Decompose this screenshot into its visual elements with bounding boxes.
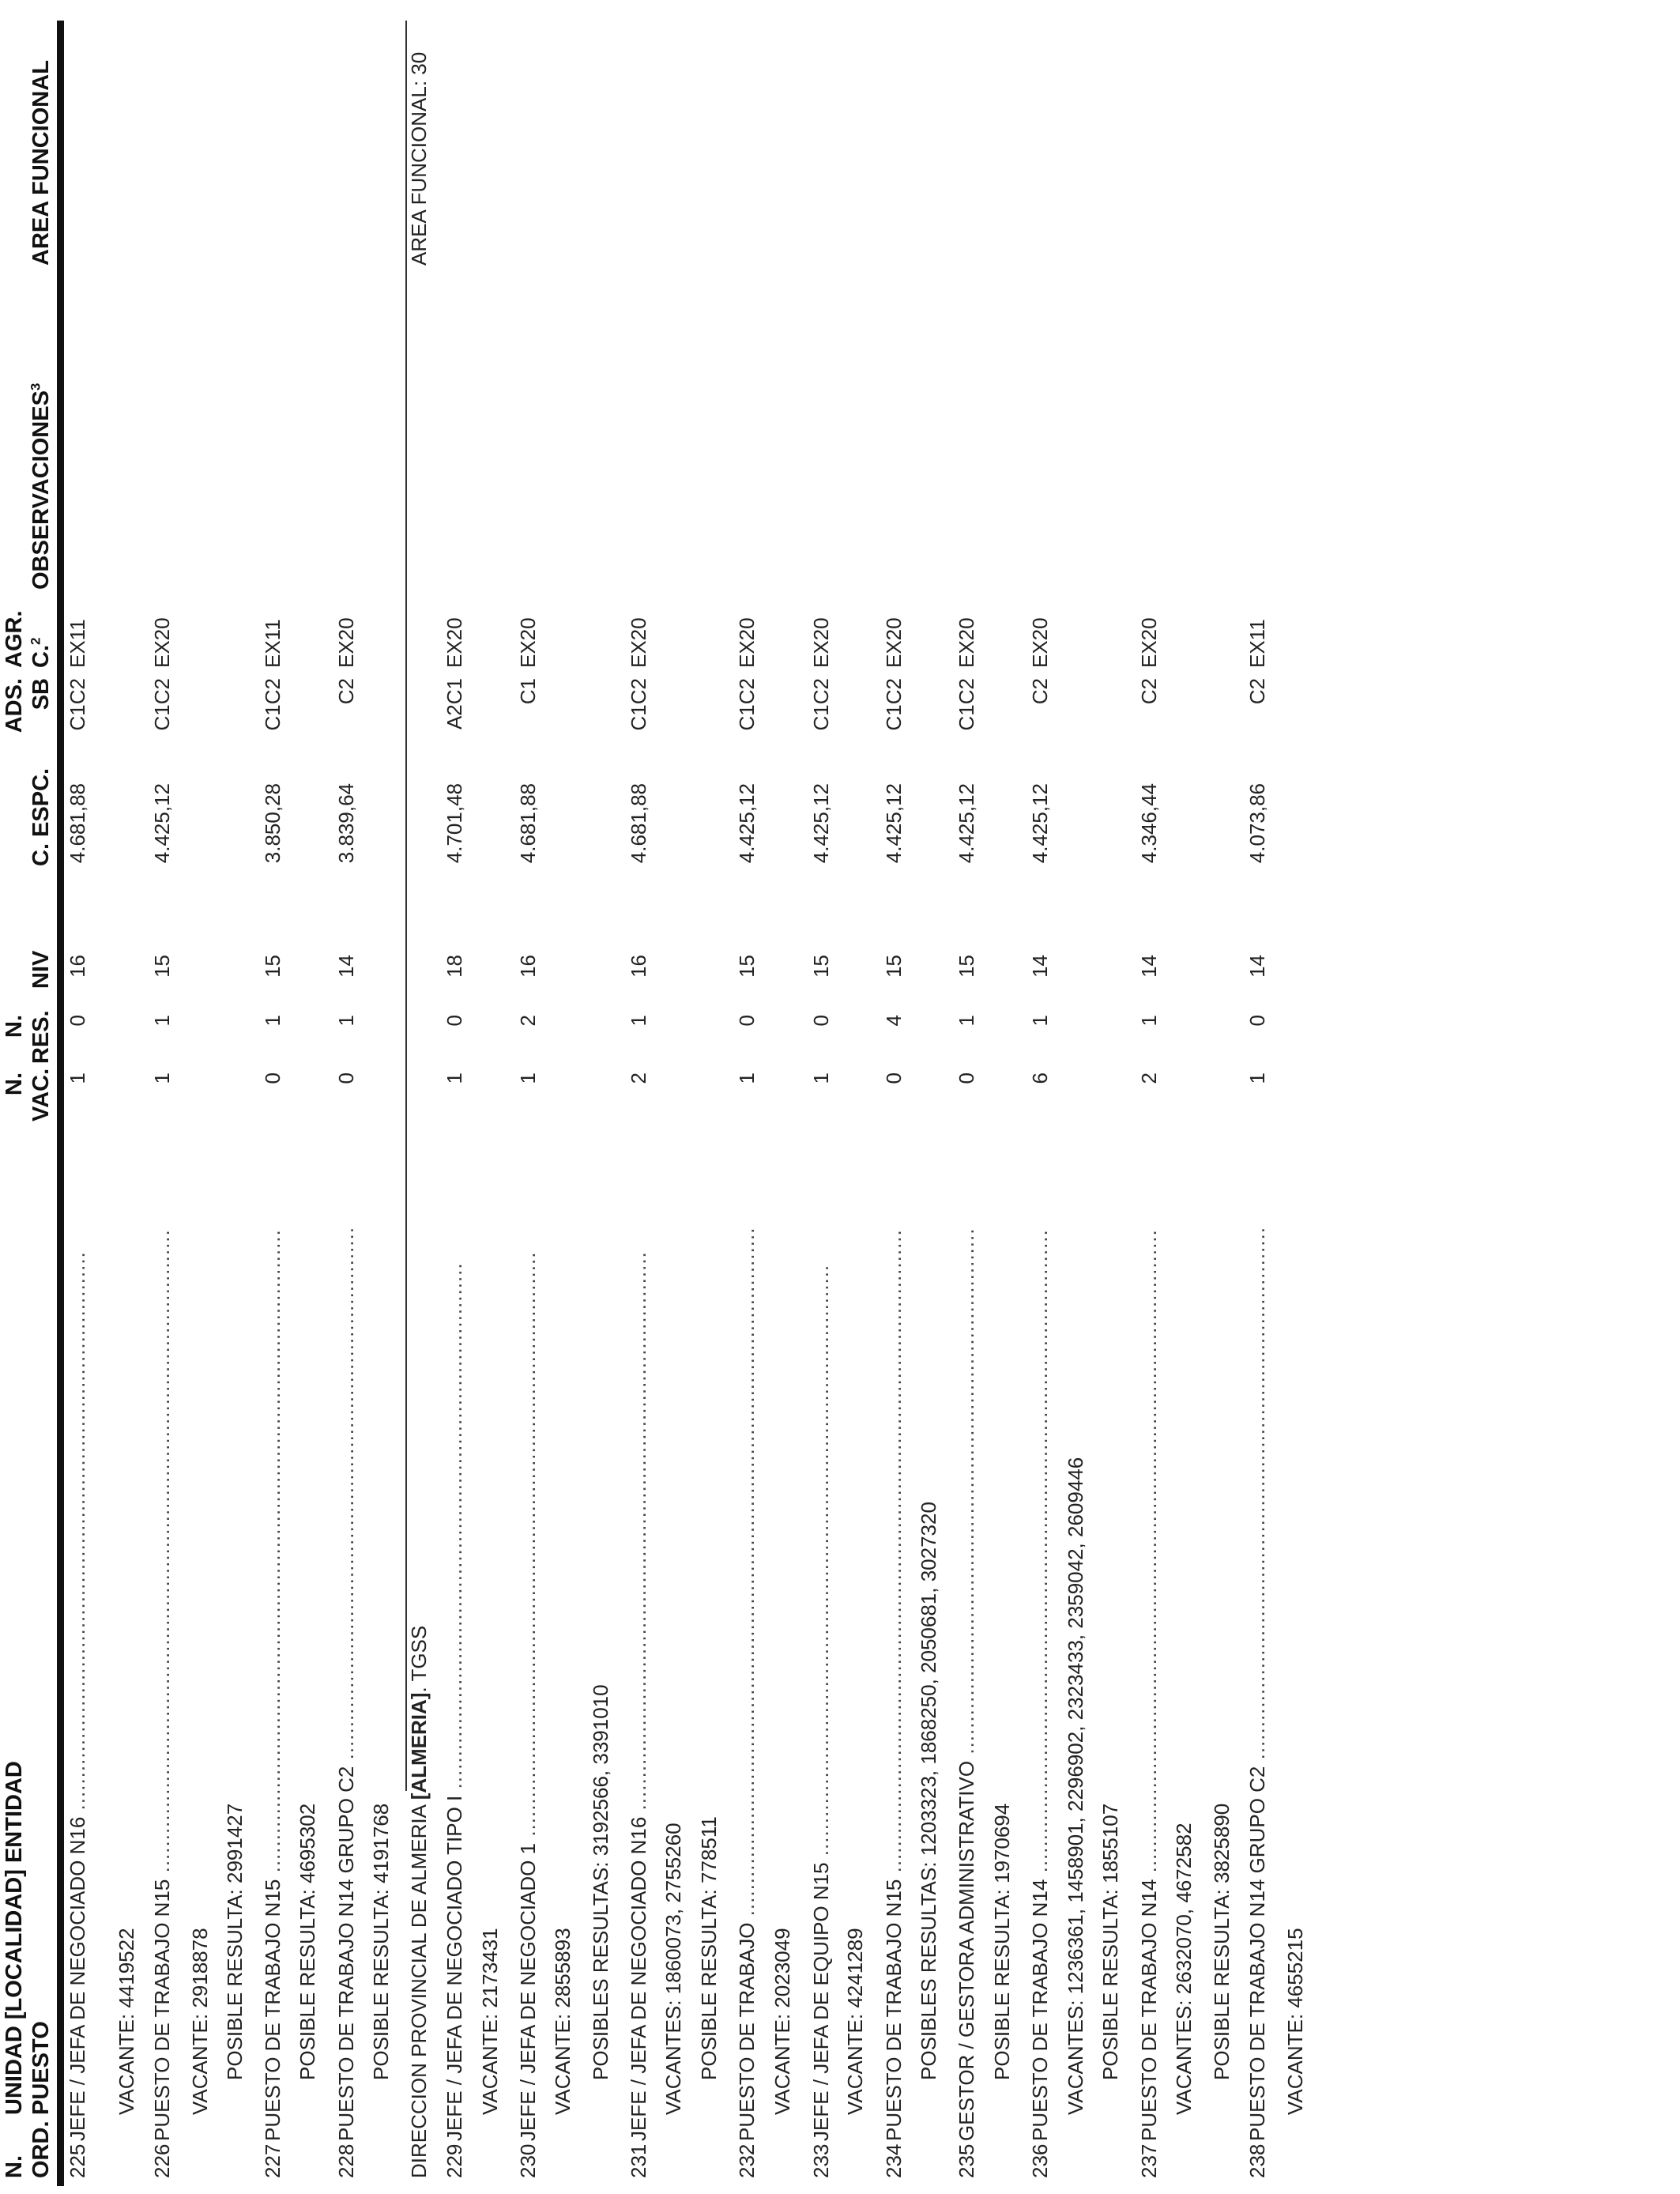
row-puesto-label: PUESTO DE TRABAJO N15	[261, 1879, 284, 2141]
leader-dots: ...................................................................................................	[261, 1229, 284, 1879]
row-agr: EX11	[1245, 619, 1269, 668]
row-agr: EX11	[66, 619, 89, 668]
row-niv: 15	[882, 955, 906, 978]
row-niv: 16	[66, 955, 89, 978]
row-vacante-note: VACANTE: 2855893	[551, 1928, 574, 2115]
row-res: 1	[150, 1015, 174, 1027]
row-agr: EX11	[261, 619, 284, 668]
row-niv: 15	[261, 955, 284, 978]
row-ads: C1C2	[150, 678, 174, 731]
header-vac-1: N.	[2, 1072, 27, 1095]
row-puesto-label: PUESTO DE TRABAJO N15	[882, 1879, 906, 2141]
row-espc: 3.850,28	[261, 783, 284, 864]
row-espc: 4.425,12	[735, 783, 759, 864]
row-vacante-note: VACANTES: 1860073, 2755260	[661, 1823, 685, 2115]
row-puesto-label: PUESTO DE TRABAJO N14	[1028, 1879, 1052, 2141]
row-espc: 4.425,12	[882, 783, 906, 864]
row-niv: 15	[150, 955, 174, 978]
row-vac: 0	[334, 1072, 358, 1084]
row-espc: 4.073,86	[1245, 783, 1269, 864]
row-agr: EX20	[334, 617, 358, 668]
row-ord: 238	[1245, 2143, 1269, 2178]
row-res: 1	[1028, 1015, 1052, 1027]
row-ord: 234	[882, 2143, 906, 2178]
leader-dots: ......................................................................................	[66, 1251, 89, 1817]
row-vac: 1	[1245, 1072, 1269, 1084]
section-locality: [ALMERIA]	[407, 1692, 431, 1800]
row-vac: 1	[809, 1072, 833, 1084]
row-ads: C2	[1245, 678, 1269, 705]
row-niv: 15	[735, 955, 759, 978]
header-n-ord-2: ORD.	[28, 2120, 54, 2178]
row-res: 1	[334, 1015, 358, 1027]
row-res: 2	[516, 1015, 540, 1027]
row-ord: 227	[261, 2143, 284, 2178]
row-resulta-note: POSIBLES RESULTAS: 1203323, 1868250, 2050681, 3027320	[917, 1502, 940, 2080]
row-resulta-note: POSIBLE RESULTA: 4695302	[296, 1803, 319, 2080]
header-ads-2: SB	[28, 678, 54, 711]
row-ads: C1C2	[882, 678, 906, 731]
row-res: 1	[627, 1015, 650, 1027]
section-entity: . TGSS	[407, 1625, 431, 1693]
row-puesto-label: PUESTO DE TRABAJO N14	[1137, 1879, 1161, 2141]
row-agr: EX20	[443, 617, 466, 668]
row-ord: 236	[1028, 2143, 1052, 2178]
row-res: 0	[1245, 1015, 1269, 1027]
row-niv: 18	[443, 955, 466, 978]
row-resulta-note: POSIBLE RESULTA: 4191768	[369, 1803, 393, 2080]
header-ads-1: ADS.	[2, 678, 27, 733]
row-espc: 4.681,88	[627, 783, 650, 864]
row-vacante-note: VACANTE: 4419522	[115, 1928, 138, 2115]
row-resulta-note: POSIBLE RESULTA: 3825890	[1210, 1803, 1234, 2080]
header-agr-2: C.$^2$	[28, 637, 54, 668]
row-ord: 233	[809, 2143, 833, 2178]
row-ads: C1C2	[735, 678, 759, 731]
row-ads: C2	[334, 678, 358, 705]
row-ads: C1	[516, 678, 540, 705]
row-niv: 15	[809, 955, 833, 978]
section-rule	[405, 21, 407, 1791]
header-res-1: N.	[2, 1015, 27, 1038]
row-ads: C1C2	[627, 678, 650, 731]
row-espc: 4.681,88	[66, 783, 89, 864]
section-name: DIRECCION PROVINCIAL DE ALMERIA	[407, 1800, 431, 2178]
row-puesto-label: PUESTO DE TRABAJO N15	[150, 1879, 174, 2141]
row-agr: EX20	[150, 617, 174, 668]
header-n-ord-1: N.	[2, 2155, 27, 2178]
row-vac: 0	[882, 1072, 906, 1084]
row-niv: 16	[516, 955, 540, 978]
row-vac: 2	[627, 1072, 650, 1084]
row-puesto	[150, 1229, 174, 2141]
row-vacante-note: VACANTES: 1236361, 1458901, 2296902, 2323433, 2359042, 2609446	[1064, 1457, 1087, 2115]
row-ads: A2C1	[443, 678, 466, 730]
row-ord: 231	[627, 2143, 650, 2178]
leader-dots: .................................................................................	[443, 1262, 466, 1796]
row-res: 4	[882, 1015, 906, 1027]
row-agr: EX20	[955, 617, 978, 668]
row-niv: 16	[627, 955, 650, 978]
row-puesto-label: PUESTO DE TRABAJO	[735, 1922, 759, 2141]
leader-dots: ...........................................................................................	[809, 1264, 833, 1863]
header-observaciones: OBSERVACIONES$^3$	[28, 383, 54, 590]
row-puesto-label: PUESTO DE TRABAJO N14 GRUPO C2	[334, 1766, 358, 2141]
row-puesto	[882, 1229, 906, 2141]
row-puesto	[66, 1251, 89, 2141]
row-puesto	[627, 1251, 650, 2141]
row-puesto	[1245, 1227, 1269, 2141]
header-area-funcional: AREA FUNCIONAL	[28, 60, 54, 266]
row-puesto	[1028, 1229, 1052, 2141]
row-agr: EX20	[882, 617, 906, 668]
row-res: 1	[261, 1015, 284, 1027]
row-agr: EX20	[627, 617, 650, 668]
row-puesto-label: JEFE / JEFA DE NEGOCIADO 1	[516, 1842, 540, 2141]
row-vacante-note: VACANTE: 2023049	[770, 1928, 794, 2115]
row-puesto	[1137, 1229, 1161, 2141]
row-espc: 4.346,44	[1137, 783, 1161, 864]
header-res-2: RES.	[28, 1010, 54, 1064]
row-resulta-note: POSIBLE RESULTA: 778511	[697, 1816, 721, 2080]
row-puesto	[735, 1227, 759, 2141]
row-ord: 226	[150, 2143, 174, 2178]
row-resulta-note: POSIBLE RESULTA: 2991427	[223, 1803, 247, 2080]
row-espc: 4.425,12	[1028, 783, 1052, 864]
row-vac: 6	[1028, 1072, 1052, 1084]
section-heading	[407, 1626, 431, 2178]
row-agr: EX20	[1137, 617, 1161, 668]
leader-dots: ..................................................................................	[334, 1227, 358, 1766]
row-vac: 0	[955, 1072, 978, 1084]
row-espc: 4.425,12	[809, 783, 833, 864]
row-ads: C2	[1028, 678, 1052, 705]
row-ads: C2	[1137, 678, 1161, 705]
row-niv: 14	[334, 955, 358, 978]
leader-dots: ..........................................................................................	[516, 1251, 540, 1843]
row-vac: 0	[261, 1072, 284, 1084]
row-ord: 225	[66, 2143, 89, 2178]
row-res: 0	[66, 1015, 89, 1027]
row-vac: 1	[66, 1072, 89, 1084]
row-vacante-note: VACANTE: 4655215	[1283, 1928, 1307, 2115]
row-ord: 230	[516, 2143, 540, 2178]
row-puesto-label: JEFE / JEFA DE NEGOCIADO N16	[66, 1816, 89, 2141]
row-vac: 1	[443, 1072, 466, 1084]
row-puesto	[809, 1265, 833, 2141]
row-ord: 229	[443, 2143, 466, 2178]
row-resulta-note: POSIBLES RESULTAS: 3192566, 3391010	[589, 1684, 612, 2080]
row-agr: EX20	[516, 617, 540, 668]
header-rule	[57, 21, 64, 2186]
row-resulta-note: POSIBLE RESULTA: 1855107	[1098, 1803, 1122, 2080]
row-espc: 4.701,48	[443, 783, 466, 864]
row-espc: 4.681,88	[516, 783, 540, 864]
row-agr: EX20	[1028, 617, 1052, 668]
row-res: 1	[1137, 1015, 1161, 1027]
header-espc: C. ESPC.	[28, 767, 54, 866]
leader-dots: .................................................................................	[955, 1227, 978, 1761]
row-res: 0	[443, 1015, 466, 1027]
row-vac: 1	[516, 1072, 540, 1084]
header-puesto: PUESTO	[28, 2021, 54, 2115]
row-ads: C1C2	[261, 678, 284, 731]
row-puesto-label: JEFE / JEFA DE NEGOCIADO N16	[627, 1816, 650, 2141]
leader-dots: ...................................................................................................	[150, 1229, 174, 1879]
leader-dots: ...................................................................................................	[1137, 1229, 1161, 1879]
row-vac: 1	[735, 1072, 759, 1084]
row-puesto	[516, 1252, 540, 2141]
row-res: 0	[809, 1015, 833, 1027]
row-niv: 14	[1245, 955, 1269, 978]
row-ads: C1C2	[809, 678, 833, 731]
row-espc: 4.425,12	[955, 783, 978, 864]
row-vac: 1	[150, 1072, 174, 1084]
leader-dots: ......................................................................................	[627, 1251, 650, 1817]
row-vac: 2	[1137, 1072, 1161, 1084]
row-niv: 15	[955, 955, 978, 978]
row-puesto-label: PUESTO DE TRABAJO N14 GRUPO C2	[1245, 1766, 1269, 2141]
row-vacante-note: VACANTE: 4241289	[843, 1928, 867, 2115]
row-ord: 232	[735, 2143, 759, 2178]
row-resulta-note: POSIBLE RESULTA: 1970694	[990, 1803, 1014, 2080]
row-puesto	[261, 1229, 284, 2141]
section-area-funcional: AREA FUNCIONAL: 30	[407, 51, 431, 266]
row-niv: 14	[1137, 955, 1161, 978]
leader-dots: ..................................................................................	[1245, 1227, 1269, 1766]
row-ord: 235	[955, 2143, 978, 2178]
row-vacante-note: VACANTES: 2632070, 4672582	[1172, 1823, 1196, 2115]
row-res: 1	[955, 1015, 978, 1027]
row-puesto-label: JEFE / JEFA DE EQUIPO N15	[809, 1862, 833, 2141]
leader-dots: ..........................................................................................................	[735, 1227, 759, 1923]
row-puesto	[955, 1228, 978, 2141]
row-puesto	[443, 1262, 466, 2141]
row-res: 0	[735, 1015, 759, 1027]
row-espc: 3.839,64	[334, 783, 358, 864]
row-puesto	[334, 1227, 358, 2141]
row-agr: EX20	[735, 617, 759, 668]
leader-dots: ...................................................................................................	[882, 1229, 906, 1879]
header-niv: NIV	[28, 950, 54, 989]
header-agr-1: AGR.	[2, 610, 27, 668]
row-niv: 14	[1028, 955, 1052, 978]
row-vacante-note: VACANTE: 2173431	[478, 1928, 502, 2115]
row-agr: EX20	[809, 617, 833, 668]
row-puesto-label: JEFE / JEFA DE NEGOCIADO TIPO I	[443, 1795, 466, 2141]
row-ads: C1C2	[955, 678, 978, 731]
row-puesto-label: GESTOR / GESTORA ADMINISTRATIVO	[955, 1760, 978, 2141]
row-ord: 237	[1137, 2143, 1161, 2178]
row-ord: 228	[334, 2143, 358, 2178]
row-espc: 4.425,12	[150, 783, 174, 864]
leader-dots: ...................................................................................................	[1028, 1229, 1052, 1879]
header-vac-2: VAC.	[28, 1068, 54, 1122]
row-vacante-note: VACANTE: 2918878	[188, 1928, 212, 2115]
row-ads: C1C2	[66, 678, 89, 731]
header-unidad: UNIDAD [LOCALIDAD] ENTIDAD	[2, 1761, 27, 2115]
